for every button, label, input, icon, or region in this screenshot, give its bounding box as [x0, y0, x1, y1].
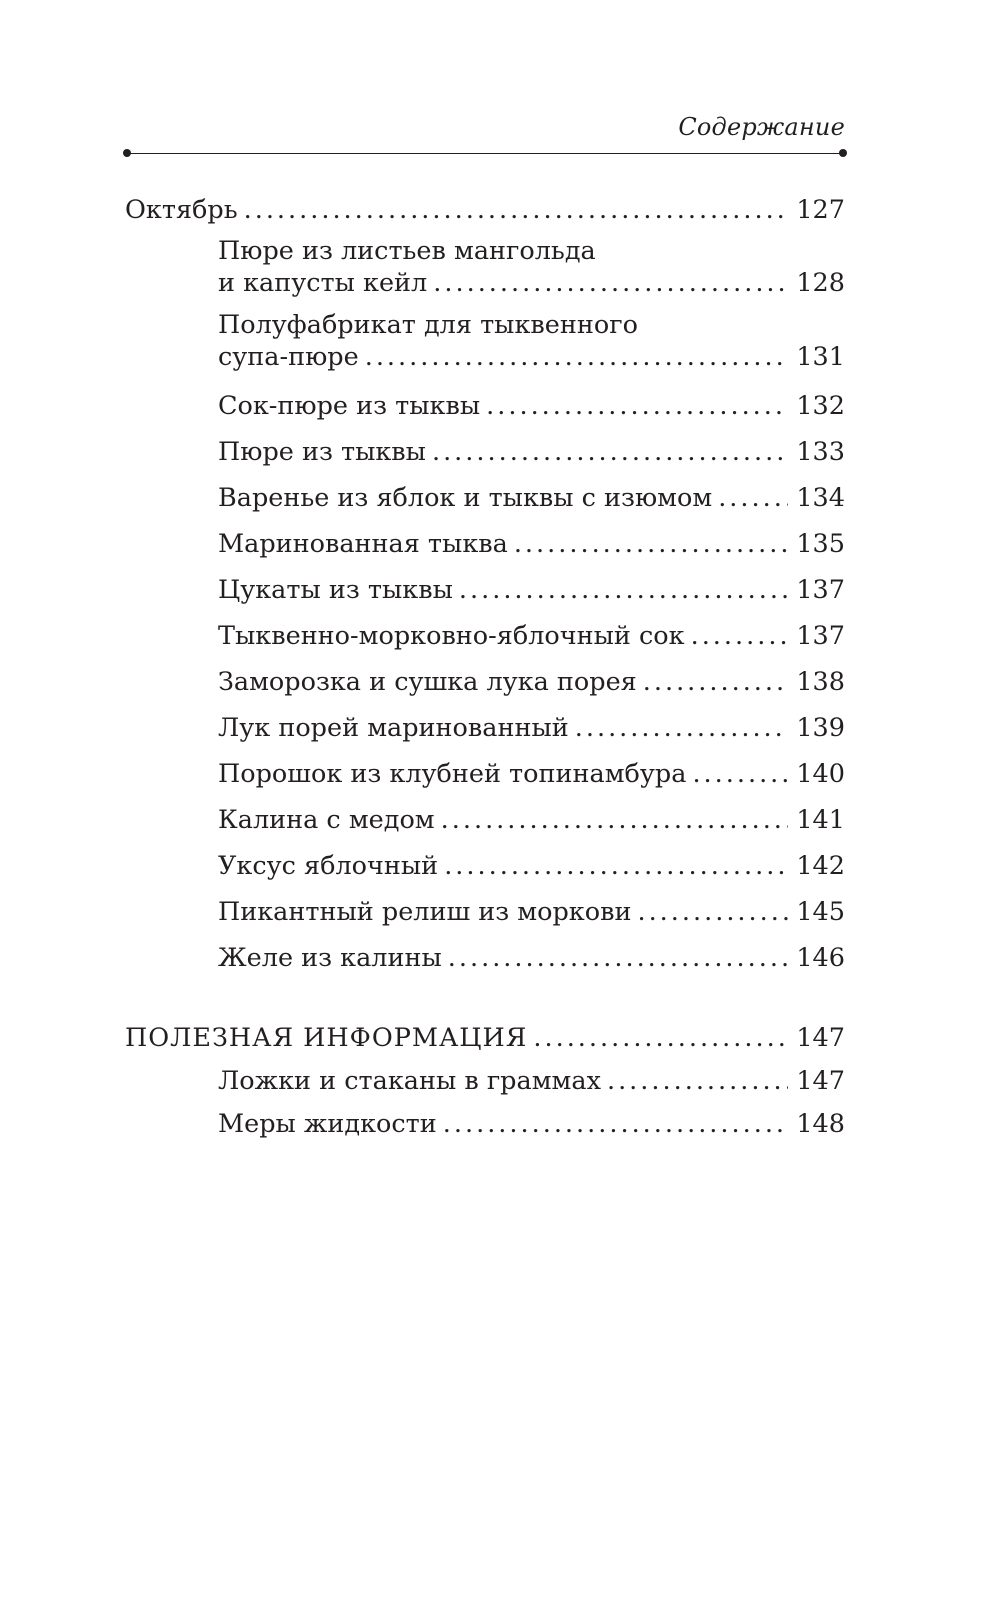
toc-entry-title: Варенье из яблок и тыквы с изюмом	[218, 483, 713, 513]
toc-entry[interactable]	[218, 267, 845, 299]
toc-entry-title: Сок-пюре из тыквы	[218, 391, 481, 421]
dot-leader	[607, 1061, 788, 1101]
section-spacer	[125, 981, 845, 1015]
dot-leader	[432, 429, 788, 475]
dot-leader	[514, 521, 789, 567]
dot-leader	[533, 1015, 788, 1061]
toc-section-title: Октябрь	[125, 195, 238, 225]
toc-section-october[interactable]	[125, 187, 845, 233]
toc-entry[interactable]	[218, 705, 845, 751]
toc-entry[interactable]	[218, 521, 845, 567]
dot-leader	[486, 383, 788, 429]
toc-entry-title: Желе из калины	[218, 943, 442, 973]
header-rule	[127, 153, 843, 154]
toc-entry[interactable]	[218, 1061, 845, 1101]
toc-page-number: 146	[796, 943, 845, 973]
dot-leader	[448, 935, 789, 981]
toc-page-number: 148	[796, 1109, 845, 1139]
dot-leader	[643, 659, 789, 705]
toc-entry-title: Заморозка и сушка лука порея	[218, 667, 637, 697]
dot-leader	[365, 341, 789, 373]
dot-leader	[718, 475, 788, 521]
toc-entry[interactable]	[218, 341, 845, 373]
dot-leader	[443, 1101, 789, 1147]
toc-page-number: 137	[796, 575, 845, 605]
dot-leader	[637, 889, 788, 935]
toc-entry-title: Меры жидкости	[218, 1109, 437, 1139]
toc-page-number: 127	[796, 195, 845, 225]
toc-entry[interactable]	[218, 751, 845, 797]
toc-entry[interactable]	[218, 659, 845, 705]
toc-entry-line1[interactable]: Пюре из листьев мангольда	[218, 236, 596, 266]
dot-leader	[444, 843, 788, 889]
toc-entry-title: Уксус яблочный	[218, 851, 439, 881]
toc-entry-title: Тыквенно-морковно-яблочный сок	[218, 621, 685, 651]
toc-page-number: 135	[796, 529, 845, 559]
toc-entry-line2: супа-пюре	[218, 342, 359, 372]
toc-entry[interactable]	[218, 1101, 845, 1147]
dot-leader	[244, 187, 789, 233]
toc-entry-title: Лук порей маринованный	[218, 713, 569, 743]
toc-page-number: 141	[796, 805, 845, 835]
dot-leader	[692, 751, 788, 797]
toc-entry-line1[interactable]: Полуфабрикат для тыквенного	[218, 310, 638, 340]
dot-leader	[459, 567, 788, 613]
toc-entry-title: Порошок из клубней топинамбура	[218, 759, 687, 789]
toc-page-number: 131	[796, 342, 845, 372]
toc-page-number: 142	[796, 851, 845, 881]
toc-entry[interactable]	[218, 429, 845, 475]
rule-dot-right	[839, 149, 847, 157]
toc-page-number: 128	[796, 268, 845, 298]
toc-entry-title: Пюре из тыквы	[218, 437, 426, 467]
toc-entry-title: Пикантный релиш из моркови	[218, 897, 632, 927]
toc-page-number: 134	[796, 483, 845, 513]
toc-entry[interactable]	[218, 843, 845, 889]
toc-page-number: 132	[796, 391, 845, 421]
toc-entry-title: Ложки и стаканы в граммах	[218, 1066, 601, 1096]
running-head-title: Содержание	[678, 113, 845, 141]
toc-entry-title: Калина с медом	[218, 805, 435, 835]
toc-page-number: 133	[796, 437, 845, 467]
toc-page-number: 140	[796, 759, 845, 789]
toc-entry[interactable]	[218, 475, 845, 521]
dot-leader	[441, 797, 789, 843]
rule-dot-left	[123, 149, 131, 157]
toc-entry-title: Маринованная тыква	[218, 529, 508, 559]
dot-leader	[691, 613, 789, 659]
toc-page-number: 147	[796, 1023, 845, 1053]
toc-page-number: 138	[796, 667, 845, 697]
toc-page-number: 145	[796, 897, 845, 927]
toc-entry[interactable]	[218, 797, 845, 843]
toc-page-number: 137	[796, 621, 845, 651]
toc-page-number: 147	[796, 1066, 845, 1096]
toc-entry[interactable]	[218, 935, 845, 981]
toc-entry[interactable]	[218, 613, 845, 659]
dot-leader	[433, 267, 788, 299]
toc-entry[interactable]	[218, 383, 845, 429]
toc-entry-title: Цукаты из тыквы	[218, 575, 453, 605]
toc-entry[interactable]	[218, 889, 845, 935]
toc-page-number: 139	[796, 713, 845, 743]
toc-section-useful-info[interactable]	[125, 1015, 845, 1061]
table-of-contents	[125, 187, 845, 1147]
toc-section-title: ПОЛЕЗНАЯ ИНФОРМАЦИЯ	[125, 1023, 528, 1053]
dot-leader	[575, 705, 789, 751]
toc-entry[interactable]	[218, 567, 845, 613]
toc-entry-line2: и капусты кейл	[218, 268, 428, 298]
